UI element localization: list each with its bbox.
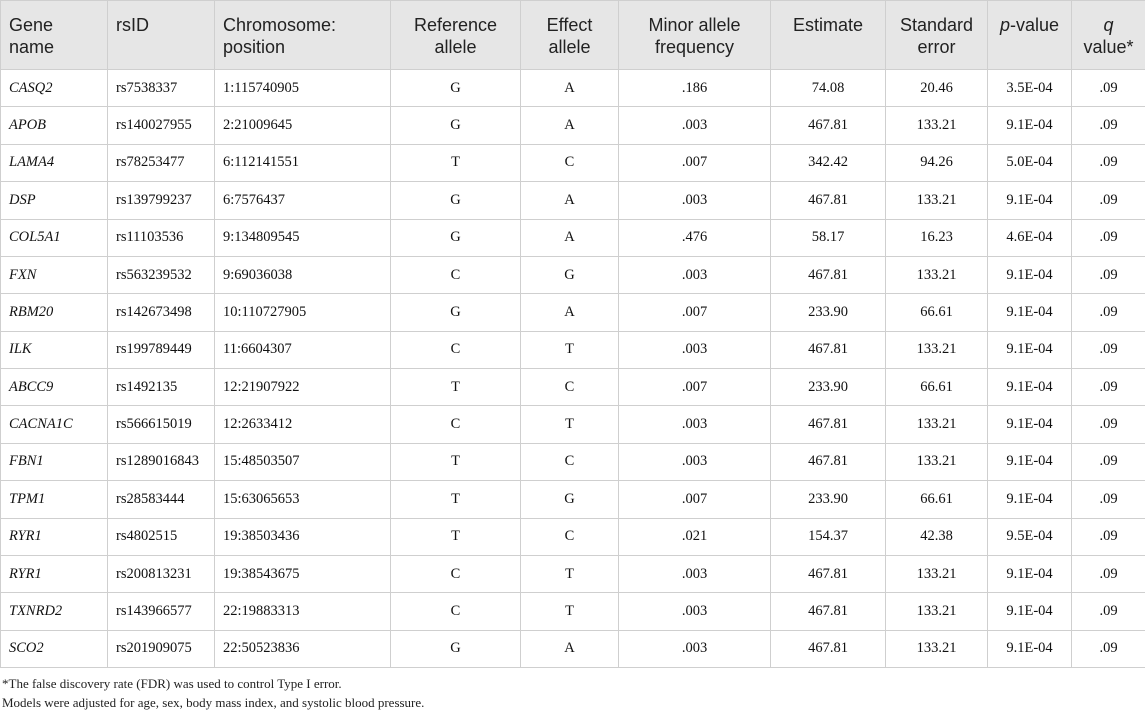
- q-value-cell: .09: [1072, 182, 1145, 219]
- rsid-cell: rs1289016843: [108, 443, 215, 480]
- effect-allele-cell: G: [521, 481, 619, 518]
- col-header-standard-error: Standard error: [886, 1, 988, 70]
- effect-allele-cell: A: [521, 219, 619, 256]
- effect-allele-cell: C: [521, 518, 619, 555]
- effect-allele-cell: T: [521, 406, 619, 443]
- p-value-cell: 9.1E-04: [988, 593, 1072, 630]
- minor-allele-frequency-cell: .007: [619, 144, 771, 181]
- gene-name-cell: FXN: [1, 256, 108, 293]
- q-value-cell: .09: [1072, 481, 1145, 518]
- standard-error-cell: 66.61: [886, 294, 988, 331]
- estimate-cell: 467.81: [771, 182, 886, 219]
- estimate-cell: 467.81: [771, 331, 886, 368]
- estimate-cell: 467.81: [771, 630, 886, 667]
- chromosome-position-cell: 12:21907922: [215, 369, 391, 406]
- effect-allele-cell: A: [521, 630, 619, 667]
- reference-allele-cell: G: [391, 630, 521, 667]
- standard-error-cell: 94.26: [886, 144, 988, 181]
- table-row: [1, 593, 1145, 630]
- p-value-cell: 3.5E-04: [988, 70, 1072, 107]
- col-header-minor-allele-frequency: Minor allele frequency: [619, 1, 771, 70]
- reference-allele-cell: G: [391, 70, 521, 107]
- chromosome-position-cell: 12:2633412: [215, 406, 391, 443]
- q-value-suffix: value*: [1083, 37, 1134, 57]
- rsid-cell: rs139799237: [108, 182, 215, 219]
- gene-name-cell: ABCC9: [1, 369, 108, 406]
- gene-name-cell: TXNRD2: [1, 593, 108, 630]
- table-row: [1, 630, 1145, 667]
- rsid-cell: rs201909075: [108, 630, 215, 667]
- q-value-cell: .09: [1072, 630, 1145, 667]
- standard-error-cell: 133.21: [886, 555, 988, 592]
- table-row: [1, 144, 1145, 181]
- estimate-cell: 467.81: [771, 443, 886, 480]
- q-value-cell: .09: [1072, 593, 1145, 630]
- gene-name-cell: APOB: [1, 107, 108, 144]
- estimate-cell: 58.17: [771, 219, 886, 256]
- chromosome-position-cell: 19:38503436: [215, 518, 391, 555]
- rsid-cell: rs200813231: [108, 555, 215, 592]
- reference-allele-cell: T: [391, 369, 521, 406]
- q-value-cell: .09: [1072, 518, 1145, 555]
- rsid-cell: rs199789449: [108, 331, 215, 368]
- p-value-cell: 9.1E-04: [988, 331, 1072, 368]
- col-header-rsid: rsID: [108, 1, 215, 70]
- p-value-cell: 4.6E-04: [988, 219, 1072, 256]
- standard-error-cell: 133.21: [886, 630, 988, 667]
- effect-allele-cell: A: [521, 294, 619, 331]
- fdr-footnote: *The false discovery rate (FDR) was used to control Type I error.: [2, 676, 342, 691]
- p-value-cell: 9.1E-04: [988, 481, 1072, 518]
- table-row: [1, 256, 1145, 293]
- effect-allele-cell: C: [521, 144, 619, 181]
- gene-name-cell: RYR1: [1, 555, 108, 592]
- q-value-cell: .09: [1072, 219, 1145, 256]
- reference-allele-cell: T: [391, 518, 521, 555]
- p-value-cell: 9.1E-04: [988, 406, 1072, 443]
- effect-allele-cell: C: [521, 369, 619, 406]
- chromosome-position-cell: 22:19883313: [215, 593, 391, 630]
- q-value-cell: .09: [1072, 331, 1145, 368]
- effect-allele-cell: C: [521, 443, 619, 480]
- chromosome-position-cell: 11:6604307: [215, 331, 391, 368]
- table-row: [1, 70, 1145, 107]
- minor-allele-frequency-cell: .186: [619, 70, 771, 107]
- standard-error-cell: 16.23: [886, 219, 988, 256]
- effect-allele-cell: T: [521, 555, 619, 592]
- p-value-cell: 9.1E-04: [988, 182, 1072, 219]
- effect-allele-cell: A: [521, 182, 619, 219]
- p-value-cell: 5.0E-04: [988, 144, 1072, 181]
- chromosome-position-cell: 9:134809545: [215, 219, 391, 256]
- chromosome-position-cell: 6:112141551: [215, 144, 391, 181]
- minor-allele-frequency-cell: .003: [619, 406, 771, 443]
- col-header-chromosome-position: Chromosome: position: [215, 1, 391, 70]
- reference-allele-cell: G: [391, 107, 521, 144]
- gene-name-cell: CACNA1C: [1, 406, 108, 443]
- chromosome-position-cell: 10:110727905: [215, 294, 391, 331]
- effect-allele-cell: T: [521, 593, 619, 630]
- chromosome-position-cell: 22:50523836: [215, 630, 391, 667]
- estimate-cell: 467.81: [771, 555, 886, 592]
- reference-allele-cell: T: [391, 443, 521, 480]
- chromosome-position-cell: 9:69036038: [215, 256, 391, 293]
- q-value-cell: .09: [1072, 256, 1145, 293]
- estimate-cell: 467.81: [771, 593, 886, 630]
- effect-allele-cell: T: [521, 331, 619, 368]
- rsid-cell: rs1492135: [108, 369, 215, 406]
- chromosome-position-cell: 15:48503507: [215, 443, 391, 480]
- estimate-cell: 467.81: [771, 406, 886, 443]
- minor-allele-frequency-cell: .003: [619, 593, 771, 630]
- reference-allele-cell: G: [391, 294, 521, 331]
- chromosome-position-cell: 15:63065653: [215, 481, 391, 518]
- gene-name-cell: COL5A1: [1, 219, 108, 256]
- p-symbol: p: [999, 15, 1010, 35]
- chromosome-position-cell: 2:21009645: [215, 107, 391, 144]
- estimate-cell: 233.90: [771, 294, 886, 331]
- standard-error-cell: 66.61: [886, 369, 988, 406]
- q-symbol: q: [1103, 15, 1114, 35]
- minor-allele-frequency-cell: .003: [619, 256, 771, 293]
- gene-name-cell: RBM20: [1, 294, 108, 331]
- col-header-reference-allele: Reference allele: [391, 1, 521, 70]
- q-value-cell: .09: [1072, 107, 1145, 144]
- chromosome-position-cell: 6:7576437: [215, 182, 391, 219]
- standard-error-cell: 133.21: [886, 182, 988, 219]
- q-value-cell: .09: [1072, 369, 1145, 406]
- p-value-cell: 9.1E-04: [988, 555, 1072, 592]
- gene-name-cell: LAMA4: [1, 144, 108, 181]
- standard-error-cell: 133.21: [886, 107, 988, 144]
- gene-name-cell: DSP: [1, 182, 108, 219]
- standard-error-cell: 133.21: [886, 256, 988, 293]
- table-row: [1, 406, 1145, 443]
- effect-allele-cell: G: [521, 256, 619, 293]
- estimate-cell: 342.42: [771, 144, 886, 181]
- rsid-cell: rs563239532: [108, 256, 215, 293]
- p-value-cell: 9.1E-04: [988, 369, 1072, 406]
- p-value-suffix: -value: [1009, 15, 1060, 35]
- q-value-cell: .09: [1072, 555, 1145, 592]
- standard-error-cell: 133.21: [886, 593, 988, 630]
- minor-allele-frequency-cell: .003: [619, 630, 771, 667]
- rsid-cell: rs28583444: [108, 481, 215, 518]
- estimate-cell: 467.81: [771, 256, 886, 293]
- chromosome-position-cell: 1:115740905: [215, 70, 391, 107]
- table-row: [1, 555, 1145, 592]
- reference-allele-cell: C: [391, 406, 521, 443]
- p-value-cell: 9.5E-04: [988, 518, 1072, 555]
- table-body: [1, 70, 1145, 668]
- estimate-cell: 233.90: [771, 481, 886, 518]
- reference-allele-cell: G: [391, 219, 521, 256]
- minor-allele-frequency-cell: .003: [619, 555, 771, 592]
- reference-allele-cell: G: [391, 182, 521, 219]
- q-value-cell: .09: [1072, 70, 1145, 107]
- gene-name-cell: TPM1: [1, 481, 108, 518]
- col-header-estimate: Estimate: [771, 1, 886, 70]
- minor-allele-frequency-cell: .021: [619, 518, 771, 555]
- reference-allele-cell: C: [391, 593, 521, 630]
- q-value-cell: .09: [1072, 406, 1145, 443]
- standard-error-cell: 133.21: [886, 331, 988, 368]
- q-value-cell: .09: [1072, 144, 1145, 181]
- table-footnotes: [2, 674, 1142, 712]
- p-value-cell: 9.1E-04: [988, 107, 1072, 144]
- minor-allele-frequency-cell: .003: [619, 107, 771, 144]
- p-value-cell: 9.1E-04: [988, 294, 1072, 331]
- model-adjustment-footnote: Models were adjusted for age, sex, body mass index, and systolic blood pressure.: [2, 695, 425, 710]
- rsid-cell: rs78253477: [108, 144, 215, 181]
- q-value-cell: .09: [1072, 443, 1145, 480]
- reference-allele-cell: C: [391, 256, 521, 293]
- table-row: [1, 518, 1145, 555]
- standard-error-cell: 66.61: [886, 481, 988, 518]
- table-row: [1, 443, 1145, 480]
- table-row: [1, 182, 1145, 219]
- minor-allele-frequency-cell: .003: [619, 443, 771, 480]
- table-row: [1, 294, 1145, 331]
- minor-allele-frequency-cell: .003: [619, 331, 771, 368]
- minor-allele-frequency-cell: .007: [619, 481, 771, 518]
- table-row: [1, 331, 1145, 368]
- chromosome-position-cell: 19:38543675: [215, 555, 391, 592]
- standard-error-cell: 133.21: [886, 443, 988, 480]
- gene-name-cell: SCO2: [1, 630, 108, 667]
- estimate-cell: 74.08: [771, 70, 886, 107]
- estimate-cell: 154.37: [771, 518, 886, 555]
- gene-name-cell: FBN1: [1, 443, 108, 480]
- standard-error-cell: 133.21: [886, 406, 988, 443]
- standard-error-cell: 42.38: [886, 518, 988, 555]
- rsid-cell: rs7538337: [108, 70, 215, 107]
- p-value-cell: 9.1E-04: [988, 443, 1072, 480]
- p-value-cell: 9.1E-04: [988, 630, 1072, 667]
- gene-name-cell: RYR1: [1, 518, 108, 555]
- estimate-cell: 467.81: [771, 107, 886, 144]
- col-header-q-value: [1072, 1, 1145, 70]
- reference-allele-cell: T: [391, 144, 521, 181]
- standard-error-cell: 20.46: [886, 70, 988, 107]
- rsid-cell: rs143966577: [108, 593, 215, 630]
- rsid-cell: rs142673498: [108, 294, 215, 331]
- col-header-gene-name: Gene name: [1, 1, 108, 70]
- rsid-cell: rs566615019: [108, 406, 215, 443]
- col-header-effect-allele: Effect allele: [521, 1, 619, 70]
- p-value-cell: 9.1E-04: [988, 256, 1072, 293]
- reference-allele-cell: C: [391, 555, 521, 592]
- estimate-cell: 233.90: [771, 369, 886, 406]
- minor-allele-frequency-cell: .007: [619, 369, 771, 406]
- gene-name-cell: CASQ2: [1, 70, 108, 107]
- header-row: [1, 1, 1145, 70]
- table-row: [1, 107, 1145, 144]
- effect-allele-cell: A: [521, 70, 619, 107]
- col-header-p-value: [988, 1, 1072, 70]
- rsid-cell: rs140027955: [108, 107, 215, 144]
- rsid-cell: rs4802515: [108, 518, 215, 555]
- reference-allele-cell: T: [391, 481, 521, 518]
- gene-name-cell: ILK: [1, 331, 108, 368]
- effect-allele-cell: A: [521, 107, 619, 144]
- q-value-cell: .09: [1072, 294, 1145, 331]
- table-row: [1, 481, 1145, 518]
- table-row: [1, 369, 1145, 406]
- table-row: [1, 219, 1145, 256]
- minor-allele-frequency-cell: .476: [619, 219, 771, 256]
- minor-allele-frequency-cell: .007: [619, 294, 771, 331]
- reference-allele-cell: C: [391, 331, 521, 368]
- minor-allele-frequency-cell: .003: [619, 182, 771, 219]
- rsid-cell: rs11103536: [108, 219, 215, 256]
